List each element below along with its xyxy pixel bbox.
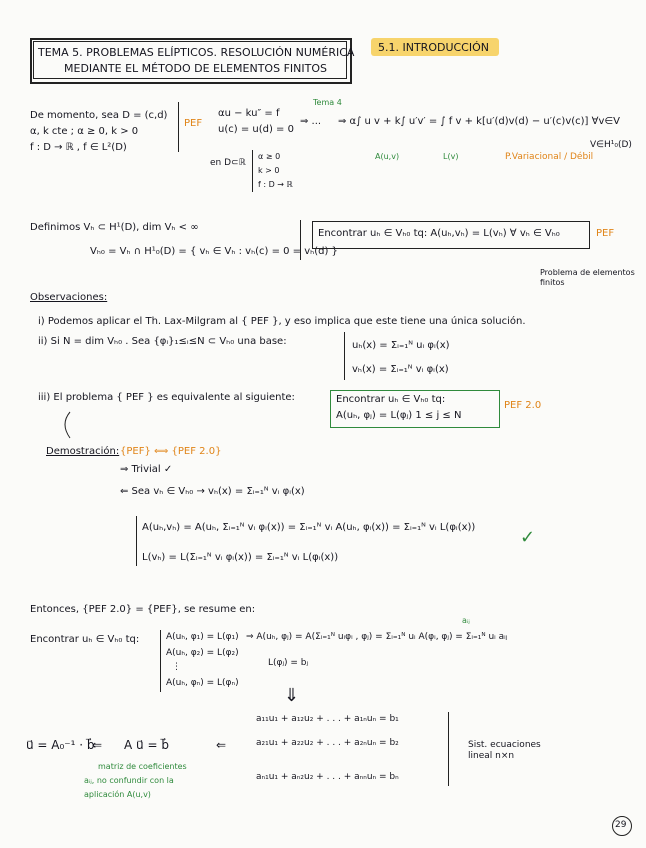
green-note-3: aplicación A(u,v) [84,790,151,799]
final-s4: A(uₕ, φₙ) = L(φₙ) [166,678,239,688]
system-row-2: a₂₁u₁ + a₂₂u₂ + . . . + a₂ₙuₙ = b₂ [256,738,399,748]
down-arrow: ⇓ [284,685,300,706]
setup-line-3: f : D → ℝ , f ∈ L²(D) [30,142,127,153]
setup-line-1: De momento, sea D = (c,d) [30,110,168,121]
pef2-label: PEF 2.0 [504,400,542,411]
green-note-2: aᵢⱼ, no confundir con la [84,776,174,785]
brace-3 [300,220,301,260]
cond-3: f : D → ℝ [258,180,293,189]
pef-label-2: PEF [596,228,615,239]
obs-ii-v: vₕ(x) = Σᵢ₌₁ᴺ vᵢ φᵢ(x) [352,364,449,375]
entonces: Entonces, {PEF 2.0} = {PEF}, se resume en: [30,604,256,615]
system-row-1: a₁₁u₁ + a₁₂u₂ + . . . + a₁ₙuₙ = b₁ [256,714,399,724]
demo-eq-a: A(uₕ,vₕ) = A(uₕ, Σᵢ₌₁ᴺ vᵢ φᵢ(x)) = Σᵢ₌₁ᴺ vᵢ A(uₕ, φᵢ(x)) = Σᵢ₌₁ᴺ vᵢ L(φᵢ(x)) [142,522,476,533]
pde-eq-2: u(c) = u(d) = 0 [218,124,294,135]
obs-ii: ii) Si N = dim Vₕ₀ . Sea {φᵢ}₁≤ᵢ≤N ⊂ Vₕ₀ una base: [38,336,287,347]
obs-iii: iii) El problema { PEF } es equivalente al siguiente: [38,392,295,403]
en-d: en D⊂ℝ [210,158,246,168]
demo-stmt: {PEF} ⟺ {PEF 2.0} [120,446,222,457]
system-row-3: aₙ₁u₁ + aₙ₂u₂ + . . . + aₙₙuₙ = bₙ [256,772,399,782]
final-expand-2: L(φⱼ) = bⱼ [268,658,309,668]
pef-statement: Encontrar uₕ ∈ Vₕ₀ tq: A(uₕ,vₕ) = L(vₕ) ∀ vₕ ∈ Vₕ₀ [318,228,560,239]
final-s1: A(uₕ, φ₁) = L(φ₁) [166,632,239,642]
final-expand-1: ⇒ A(uₕ, φⱼ) = A(Σᵢ₌₁ᴺ uᵢφᵢ , φⱼ) = Σᵢ₌₁ᴺ uᵢ A(φᵢ, φⱼ) = Σᵢ₌₁ᴺ uᵢ aᵢⱼ [246,632,508,642]
solution: u⃗ = A₀⁻¹ · b⃗ [26,738,95,752]
brace-5 [136,516,137,566]
brace-4 [344,332,345,380]
demo-title: Demostración: [46,446,120,457]
brace-1 [178,102,179,152]
demo-sea: ⇐ Sea vₕ ∈ Vₕ₀ → vₕ(x) = Σᵢ₌₁ᴺ vᵢ φᵢ(x) [120,486,305,497]
pv-label: P.Variacional / Débil [505,152,594,162]
demo-trivial: ⇒ Trivial ✓ [120,464,173,475]
obs-i: i) Podemos aplicar el Th. Lax-Milgram al { PEF }, y eso implica que este tiene una única solución. [38,316,526,327]
final-find: Encontrar uₕ ∈ Vₕ₀ tq: [30,634,140,645]
cond-1: α ≥ 0 [258,152,281,161]
sist-label: Sist. ecuaciones lineal n×n [468,740,541,761]
def-line-2: Vₕ₀ = Vₕ ∩ H¹₀(D) = { vₕ ∈ Vₕ : vₕ(c) = 0 = vₕ(d) } [90,246,338,257]
pef2-box-line-1: Encontrar uₕ ∈ Vₕ₀ tq: [336,394,446,405]
title-line-1: TEMA 5. PROBLEMAS ELÍPTICOS. RESOLUCIÓN NUMÉRICA [38,46,355,59]
demo-arrow [58,410,78,440]
weak-form: ⇒ α∫ u v + k∫ u′v′ = ∫ f v + k[u′(d)v(d) − u′(c)v(c)] ∀v∈V [338,116,620,127]
arrow-left-1: ⇐ [92,738,103,752]
final-s2: A(uₕ, φ₂) = L(φ₂) [166,648,239,658]
pef-note: Problema de elementos finitos [540,268,635,287]
cond-2: k > 0 [258,166,280,175]
final-s3: ⋮ [172,662,181,672]
setup-line-2: α, k cte ; α ≥ 0, k > 0 [30,126,139,137]
pde-eq-1: αu − ku″ = f [218,108,280,119]
aij-note: aᵢⱼ [462,616,470,625]
def-line-1: Definimos Vₕ ⊂ H¹(D), dim Vₕ < ∞ [30,222,199,233]
obs-ii-u: uₕ(x) = Σᵢ₌₁ᴺ uᵢ φᵢ(x) [352,340,450,351]
pef2-box-line-2: A(uₕ, φⱼ) = L(φⱼ) 1 ≤ j ≤ N [336,410,462,421]
arrow-left-2: ⇐ [216,738,227,752]
brace-7 [448,712,449,786]
under-l: L(v) [443,152,459,161]
section-title: 5.1. INTRODUCCIÓN [378,41,489,54]
demo-eq-l: L(vₕ) = L(Σᵢ₌₁ᴺ vᵢ φᵢ(x)) = Σᵢ₌₁ᴺ vᵢ L(φᵢ(x)) [142,552,339,563]
pef-label-1: PEF [184,118,203,129]
obs-title: Observaciones: [30,292,108,303]
tema4-note: Tema 4 [313,98,342,107]
title-line-2: MEDIANTE EL MÉTODO DE ELEMENTOS FINITOS [64,62,327,75]
v-space: V∈H¹₀(D) [590,140,632,150]
demo-check: ✓ [520,527,536,548]
matrix-eq: A u⃗ = b⃗ [124,738,169,752]
brace-6 [160,630,161,692]
brace-2 [252,150,253,192]
arrow-ellipsis: ⇒ ... [300,116,322,127]
under-a: A(u,v) [375,152,400,161]
page-number: 29 [615,820,627,830]
green-note-1: matriz de coeficientes [98,762,187,771]
